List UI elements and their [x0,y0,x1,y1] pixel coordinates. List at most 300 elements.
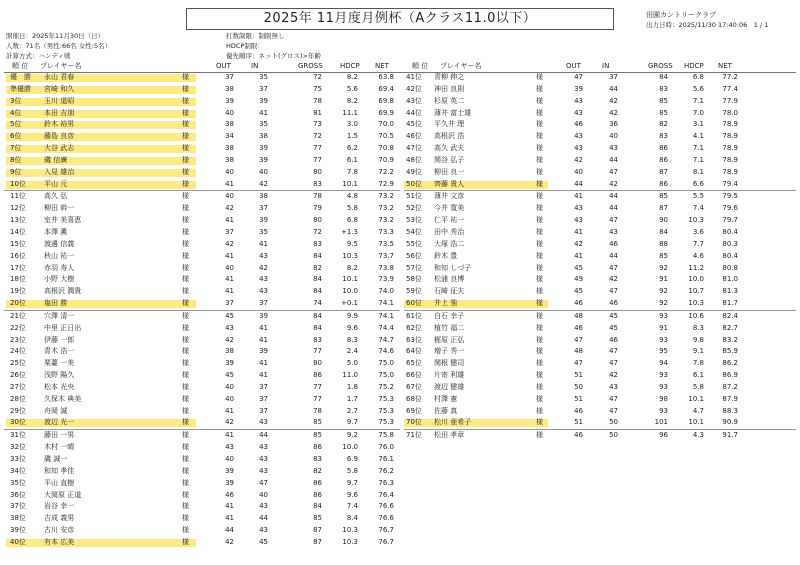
net-score-cell: 73.2 [378,216,394,225]
hdcp-cell: 6.1 [692,371,704,380]
table-row [4,298,400,311]
honorific-cell: 様 [536,144,543,153]
table-row [4,155,400,167]
table-row [404,119,796,131]
hdcp-cell: +1.3 [341,227,358,236]
highlight-mark [6,74,196,82]
hdcp-cell: 9.6 [346,490,358,499]
table-row [4,382,400,394]
in-score-cell: 37 [259,394,268,403]
hdcp-cell: 7.1 [692,144,704,153]
header-net: NET [718,62,732,70]
gross-score-cell: 80 [313,167,322,176]
rank-cell: 10位 [10,179,26,188]
gross-score-cell: 79 [313,204,322,213]
honorific-cell: 様 [182,263,189,272]
player-name-cell: 有本 広美 [44,537,75,546]
out-score-cell: 45 [225,311,234,320]
rank-cell: 62位 [406,323,422,332]
table-row [4,84,400,96]
in-score-cell: 42 [259,179,268,188]
gross-score-cell: 92 [659,299,668,308]
honorific-cell: 様 [182,537,189,546]
header-player: プレイヤー名 [440,62,482,70]
honorific-cell: 様 [536,431,543,440]
gross-score-cell: 83 [659,84,668,93]
out-score-cell: 45 [574,263,583,272]
hdcp-cell: 11.1 [342,108,358,117]
player-name-cell: 大塚 浩二 [434,239,465,248]
net-score-cell: 78.0 [722,108,738,117]
out-score-cell: 41 [574,251,583,260]
hdcp-cell: 3.0 [346,120,358,129]
rank-cell: 32位 [10,443,26,452]
left-results-list [4,72,400,549]
gross-score-cell: 86 [313,478,322,487]
in-score-cell: 41 [259,371,268,380]
out-score-cell: 42 [225,239,234,248]
player-name-cell: 佐藤 真 [434,406,458,415]
rank-cell: 17位 [10,263,26,272]
net-score-cell: 81.3 [722,287,738,296]
rank-cell: 4位 [10,108,22,117]
in-score-cell: 42 [609,96,618,105]
honorific-cell: 様 [536,227,543,236]
table-row [4,143,400,155]
rank-cell: 71位 [406,431,422,440]
out-score-cell: 45 [574,287,583,296]
gross-score-cell: 86 [313,371,322,380]
player-name-cell: 村澤 憲 [434,394,458,403]
in-score-cell: 46 [609,239,618,248]
hdcp-cell: 6.8 [346,216,358,225]
table-row [4,513,400,525]
out-score-cell: 42 [574,239,583,248]
honorific-cell: 様 [182,394,189,403]
table-row [4,323,400,335]
player-name-cell: 平山 直樹 [44,478,75,487]
in-score-cell: 43 [259,275,268,284]
in-score-cell: 41 [259,323,268,332]
player-name-cell: 本澤 薫 [44,227,68,236]
table-row [404,311,796,323]
rank-cell: 6位 [10,132,22,141]
out-score-cell: 43 [225,323,234,332]
hdcp-cell: 4.7 [692,406,704,415]
rank-cell: 29位 [10,406,26,415]
gross-score-cell: 94 [659,359,668,368]
table-row [4,394,400,406]
header-in: IN [602,62,610,70]
net-score-cell: 74.6 [378,347,394,356]
hdcp-cell: 6.1 [346,155,358,164]
net-score-cell: 87.9 [722,394,738,403]
table-row [404,131,796,143]
in-score-cell: 50 [609,431,618,440]
rank-cell: 39位 [10,526,26,535]
highlight-mark [6,133,196,141]
hdcp-cell: 10.3 [342,251,358,260]
in-score-cell: 42 [609,275,618,284]
rank-cell: 41位 [406,73,422,81]
highlight-mark [6,110,196,118]
table-row [4,466,400,478]
out-score-cell: 38 [225,84,234,93]
out-score-cell: 47 [574,335,583,344]
hdcp-cell: 10.3 [342,526,358,535]
out-score-cell: 46 [574,299,583,308]
honorific-cell: 様 [182,204,189,213]
player-name-cell: 入見 雄治 [44,167,75,176]
rank-cell: 66位 [406,371,422,380]
table-row [404,72,796,84]
hdcp-cell: 7.4 [692,204,704,213]
player-name-cell: 中里 正日出 [44,323,82,332]
honorific-cell: 様 [182,443,189,452]
rank-cell: 53位 [406,216,422,225]
table-row [4,454,400,466]
gross-score-cell: 84 [313,323,322,332]
rank-cell: 25位 [10,359,26,368]
gross-score-cell: 84 [313,251,322,260]
hdcp-cell: 6.9 [346,455,358,463]
rank-cell: 58位 [406,275,422,284]
table-row [4,251,400,263]
player-name-cell: 渡邊 信義 [44,239,75,248]
table-row [4,286,400,298]
hdcp-cell: 10.1 [688,418,704,427]
net-score-cell: 79.7 [722,216,738,225]
table-row [4,478,400,490]
table-row [4,167,400,179]
in-score-cell: 43 [259,466,268,475]
gross-score-cell: 86 [659,179,668,188]
net-score-cell: 85.9 [722,347,738,356]
gross-score-cell: 77 [313,394,322,403]
header-out: OUT [216,62,231,70]
net-score-cell: 76.1 [378,455,394,463]
gross-score-cell: 78 [313,192,322,201]
table-row [404,84,796,96]
page-title: 2025年 11月度月例杯（Aクラス11.0以下） [186,8,614,30]
hdcp-cell: 1.5 [346,132,358,141]
player-name-cell: 白石 幸子 [434,311,465,320]
hdcp-cell: 5.5 [692,192,704,201]
gross-score-cell: 84 [313,287,322,296]
hdcp-cell: 10.3 [688,299,704,308]
out-score-cell: 44 [574,179,583,188]
table-row [404,430,796,442]
honorific-cell: 様 [182,192,189,201]
out-score-cell: 46 [574,406,583,415]
net-score-cell: 80.3 [722,239,738,248]
gross-score-cell: 92 [659,287,668,296]
rank-cell: 3位 [10,96,22,105]
table-row [404,227,796,239]
table-row [4,96,400,108]
gross-score-cell: 84 [313,502,322,511]
table-row [404,155,796,167]
player-name-cell: 和知 孝佳 [44,466,75,475]
honorific-cell: 様 [182,120,189,129]
honorific-cell: 様 [536,323,543,332]
rank-cell: 52位 [406,204,422,213]
player-name-cell: 古川 安彦 [44,526,75,535]
out-score-cell: 47 [574,73,583,81]
player-name-cell: 青木 浩一 [44,347,75,356]
honorific-cell: 様 [182,455,189,463]
in-score-cell: 42 [259,263,268,272]
rank-cell: 24位 [10,347,26,356]
player-name-cell: 関根 健司 [434,359,465,368]
table-row [4,215,400,227]
gross-score-cell: 72 [313,73,322,81]
out-score-cell: 43 [574,204,583,213]
gross-score-cell: 91 [659,323,668,332]
highlight-mark [6,145,196,153]
in-score-cell: 35 [259,227,268,236]
honorific-cell: 様 [536,347,543,356]
player-name-cell: 渡辺 健雄 [434,382,465,391]
out-score-cell: 44 [225,526,234,535]
player-name-cell: 永山 君春 [44,73,75,81]
rank-cell: 51位 [406,192,422,201]
out-score-cell: 51 [574,371,583,380]
header-rank: 順 位 [412,62,429,70]
net-score-cell: 80.4 [722,251,738,260]
table-row [404,382,796,394]
player-name-cell: 石崎 征夫 [434,287,465,296]
gross-score-cell: 86 [659,144,668,153]
table-row [4,108,400,120]
calc-method: 計算方式：ハンディ戦 [6,52,71,60]
out-score-cell: 43 [574,144,583,153]
gross-score-cell: 93 [659,406,668,415]
out-score-cell: 38 [225,120,234,129]
gross-score-cell: 84 [659,73,668,81]
in-score-cell: 41 [259,108,268,117]
in-score-cell: 43 [609,144,618,153]
player-name-cell: 秋山 祐一 [44,251,75,260]
gross-score-cell: 77 [313,155,322,164]
gross-score-cell: 82 [313,466,322,475]
honorific-cell: 様 [182,347,189,356]
player-name-cell: 増子 秀一 [434,347,465,356]
rank-cell: 11位 [10,192,26,201]
hdcp-cell: 4.6 [692,251,704,260]
out-score-cell: 41 [225,251,234,260]
in-score-cell: 45 [609,311,618,320]
gross-score-cell: 84 [313,275,322,284]
out-score-cell: 40 [225,382,234,391]
out-score-cell: 42 [225,204,234,213]
net-score-cell: 87.2 [722,382,738,391]
honorific-cell: 様 [536,418,543,427]
in-score-cell: 47 [609,347,618,356]
player-name-cell: 鈴木 豊 [434,251,458,260]
player-name-cell: 平山 元 [44,179,68,188]
net-score-cell: 74.4 [378,323,394,332]
rank-cell: 28位 [10,394,26,403]
net-score-cell: 69.8 [378,96,394,105]
out-score-cell: 42 [225,537,234,546]
out-score-cell: 42 [574,155,583,164]
highlight-mark [6,157,196,165]
net-score-cell: 70.8 [378,144,394,153]
net-score-cell: 75.8 [378,431,394,440]
player-name-cell: 木村 一晴 [44,443,75,452]
honorific-cell: 様 [182,418,189,427]
honorific-cell: 様 [536,132,543,141]
hdcp-cell: 9.1 [692,347,704,356]
rank-cell: 45位 [406,120,422,129]
out-score-cell: 41 [225,406,234,415]
out-score-cell: 38 [225,347,234,356]
gross-score-cell: 85 [659,96,668,105]
table-row [404,286,796,298]
hdcp-cell: 5.8 [346,204,358,213]
player-name-cell: 松川 亜希子 [434,418,472,427]
in-score-cell: 44 [259,514,268,523]
player-name-cell: 宮崎 和久 [44,84,75,93]
net-score-cell: 79.6 [722,204,738,213]
player-name-cell: 藤島 良彦 [44,132,75,141]
rank-cell: 優 勝 [10,73,31,81]
event-date: 開催日：2025年11月30日（日） [6,32,105,40]
rank-cell: 65位 [406,359,422,368]
table-row [4,131,400,143]
out-score-cell: 46 [574,323,583,332]
gross-score-cell: 93 [659,311,668,320]
honorific-cell: 様 [182,371,189,380]
net-score-cell: 78.9 [722,120,738,129]
net-score-cell: 75.3 [378,418,394,427]
rank-cell: 8位 [10,155,22,164]
player-name-cell: 薄井 富士雄 [434,108,472,117]
honorific-cell: 様 [536,275,543,284]
rank-cell: 31位 [10,431,26,440]
gross-score-cell: 87 [313,537,322,546]
honorific-cell: 様 [182,155,189,164]
table-row [4,227,400,239]
in-score-cell: 38 [259,192,268,201]
honorific-cell: 様 [536,216,543,225]
rank-cell: 準優勝 [10,84,31,93]
net-score-cell: 88.3 [722,406,738,415]
in-score-cell: 41 [259,239,268,248]
rank-cell: 50位 [406,179,422,188]
rank-cell: 19位 [10,287,26,296]
rank-cell: 40位 [10,537,26,546]
table-row [404,298,796,311]
net-score-cell: 76.7 [378,537,394,546]
net-score-cell: 70.5 [378,132,394,141]
net-score-cell: 78.9 [722,155,738,164]
player-name-cell: 井上 強 [434,299,458,308]
honorific-cell: 様 [182,96,189,105]
out-score-cell: 40 [225,167,234,176]
gross-score-cell: 78 [313,96,322,105]
player-name-cell: 高根沢 浩 [434,132,465,141]
hdcp-cell: 5.8 [692,382,704,391]
player-name-cell: 塩田 勝 [44,299,68,308]
highlight-mark [6,181,196,189]
net-score-cell: 75.3 [378,406,394,415]
honorific-cell: 様 [536,251,543,260]
gross-score-cell: 86 [659,155,668,164]
out-score-cell: 41 [225,287,234,296]
hdcp-cell: 7.1 [692,96,704,105]
hdcp-cell: 10.3 [688,216,704,225]
hdcp-cell: 7.1 [692,155,704,164]
out-score-cell: 40 [225,108,234,117]
hdcp-cell: 11.2 [688,263,704,272]
table-row [4,370,400,382]
hdcp-cell: 10.1 [342,275,358,284]
net-score-cell: 80.8 [722,263,738,272]
hdcp-cell: 4.3 [692,431,704,440]
in-score-cell: 43 [259,418,268,427]
out-score-cell: 43 [574,132,583,141]
gross-score-cell: 85 [659,192,668,201]
gross-score-cell: 83 [659,132,668,141]
print-timestamp: 出力日時：2025/11/30 17:40:06 1 / 1 [646,21,769,29]
table-row [4,525,400,537]
net-score-cell: 81.7 [722,299,738,308]
net-score-cell: 83.2 [722,335,738,344]
in-score-cell: 46 [609,299,618,308]
player-name-cell: 梶原 正弘 [434,335,465,344]
gross-score-cell: 85 [659,251,668,260]
rank-cell: 22位 [10,323,26,332]
honorific-cell: 様 [536,192,543,201]
gross-score-cell: 83 [313,335,322,344]
hdcp-cell: 9.5 [346,239,358,248]
out-score-cell: 48 [574,347,583,356]
in-score-cell: 45 [259,537,268,546]
honorific-cell: 様 [182,490,189,499]
net-score-cell: 74.0 [378,287,394,296]
table-row [4,346,400,358]
player-name-cell: 藤田 一男 [44,431,75,440]
honorific-cell: 様 [182,108,189,117]
hdcp-cell: 5.6 [346,84,358,93]
player-name-cell: 和知 しづ子 [434,263,472,272]
net-score-cell: 91.7 [722,431,738,440]
rank-cell: 15位 [10,239,26,248]
net-score-cell: 74.7 [378,335,394,344]
hdcp-cell: +0.1 [341,299,358,308]
net-score-cell: 70.0 [378,120,394,129]
hdcp-cell: 8.2 [346,96,358,105]
out-score-cell: 41 [574,192,583,201]
in-score-cell: 47 [609,287,618,296]
in-score-cell: 39 [259,311,268,320]
out-score-cell: 39 [225,359,234,368]
gross-score-cell: 75 [313,84,322,93]
rank-cell: 67位 [406,382,422,391]
in-score-cell: 44 [609,155,618,164]
gross-score-cell: 80 [313,216,322,225]
out-score-cell: 40 [225,263,234,272]
hdcp-cell: 7.7 [692,239,704,248]
player-name-cell: 磯 誠一 [44,455,68,463]
priority-order: 優先順序：ネット(グロス)>年齢 [226,52,322,60]
gross-score-cell: 93 [659,335,668,344]
left-column-header [0,60,400,72]
honorific-cell: 様 [182,299,189,308]
net-score-cell: 79.5 [722,192,738,201]
